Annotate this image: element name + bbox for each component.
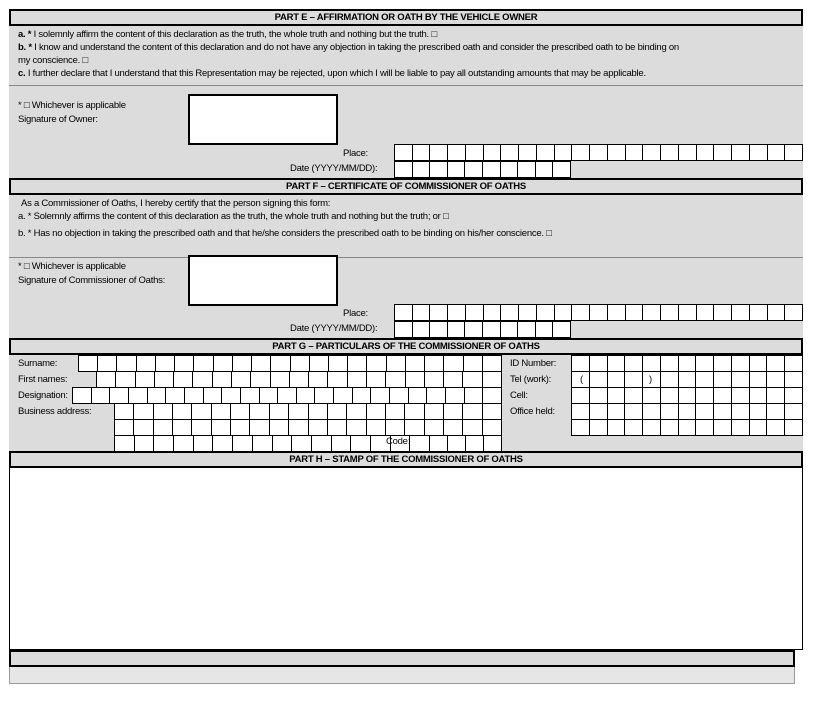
particulars-right-box[interactable] — [642, 355, 661, 372]
particulars-right-box[interactable] — [660, 403, 679, 420]
place-char-box[interactable] — [518, 144, 537, 161]
place-char-box[interactable] — [394, 144, 413, 161]
postal-code-box[interactable] — [429, 435, 448, 452]
particulars-char-box[interactable] — [408, 387, 427, 404]
place-char-box[interactable] — [554, 304, 572, 321]
particulars-right-box[interactable] — [731, 355, 750, 372]
place-char-box[interactable] — [731, 144, 750, 161]
part-e-place-label: Place: — [343, 148, 368, 159]
place-char-box[interactable] — [465, 304, 484, 321]
address-char-box[interactable] — [252, 435, 273, 452]
particulars-right-box[interactable] — [713, 387, 732, 404]
particulars-char-box[interactable] — [405, 355, 425, 372]
code-label: Code: — [386, 436, 411, 447]
particulars-char-box[interactable] — [250, 371, 271, 388]
date-char-box[interactable] — [464, 321, 483, 338]
address-char-box[interactable] — [230, 419, 250, 436]
place-char-box[interactable] — [447, 144, 466, 161]
part-f-place-field[interactable] — [394, 304, 803, 321]
particulars-char-box[interactable] — [97, 355, 117, 372]
particulars-char-box[interactable] — [230, 403, 250, 420]
particulars-char-box[interactable] — [386, 355, 406, 372]
address-char-box[interactable] — [291, 435, 312, 452]
address-char-box[interactable] — [269, 419, 289, 436]
particulars-right-box[interactable] — [766, 355, 785, 372]
particulars-char-box[interactable] — [135, 371, 155, 388]
designation-label: Designation: — [18, 390, 68, 401]
particulars-char-box[interactable] — [165, 387, 185, 404]
place-char-box[interactable] — [429, 304, 448, 321]
particulars-right-box[interactable] — [695, 387, 714, 404]
place-char-box[interactable] — [465, 144, 484, 161]
date-char-box[interactable] — [412, 321, 430, 338]
particulars-right-box[interactable] — [784, 403, 803, 420]
particulars-char-box[interactable] — [443, 355, 464, 372]
date-char-box[interactable] — [429, 321, 448, 338]
particulars-right-box[interactable] — [713, 355, 732, 372]
address-char-box[interactable] — [172, 419, 192, 436]
particulars-char-box[interactable] — [231, 371, 251, 388]
particulars-char-box[interactable] — [424, 403, 444, 420]
postal-code-box[interactable] — [465, 435, 484, 452]
place-char-box[interactable] — [660, 144, 679, 161]
particulars-char-box[interactable] — [172, 403, 192, 420]
particulars-char-box[interactable] — [109, 387, 129, 404]
particulars-char-box[interactable] — [240, 387, 260, 404]
place-char-box[interactable] — [767, 304, 785, 321]
particulars-right-box[interactable] — [695, 403, 714, 420]
business-address-label: Business address: — [18, 406, 92, 417]
place-char-box[interactable] — [447, 304, 466, 321]
address-char-box[interactable] — [272, 435, 292, 452]
place-char-box[interactable] — [784, 144, 803, 161]
particulars-right-box[interactable] — [607, 419, 625, 436]
particulars-right-box[interactable] — [713, 403, 732, 420]
place-char-box[interactable] — [571, 304, 590, 321]
particulars-right-box[interactable] — [784, 355, 803, 372]
particulars-right-box[interactable] — [589, 419, 608, 436]
part-g-header — [9, 338, 803, 355]
address-char-box[interactable] — [211, 419, 231, 436]
particulars-char-box[interactable] — [366, 355, 387, 372]
part-f-statement-a: a. * Solemnly affirms the content of this declaration as the truth, the whole truth and nothing but the truth; or □ — [18, 211, 449, 222]
date-char-box[interactable] — [394, 321, 413, 338]
part-g-title: PART G – PARTICULARS OF THE COMMISSIONER OF OATHS — [272, 341, 540, 352]
particulars-right-box[interactable] — [695, 419, 714, 436]
particulars-char-box[interactable] — [445, 387, 465, 404]
particulars-right-box[interactable] — [589, 387, 608, 404]
particulars-char-box[interactable] — [308, 371, 328, 388]
place-char-box[interactable] — [660, 304, 679, 321]
particulars-right-box[interactable] — [589, 403, 608, 420]
place-char-box[interactable] — [412, 144, 430, 161]
particulars-char-box[interactable] — [184, 387, 204, 404]
particulars-right-box[interactable] — [695, 371, 714, 388]
particulars-right-box[interactable] — [624, 355, 643, 372]
particulars-char-box[interactable] — [462, 371, 483, 388]
particulars-right-box[interactable] — [607, 403, 625, 420]
particulars-right-box[interactable] — [571, 387, 590, 404]
particulars-right-box[interactable] — [731, 371, 750, 388]
particulars-right-box[interactable] — [766, 419, 785, 436]
particulars-right-box[interactable] — [571, 419, 590, 436]
particulars-right-box[interactable] — [607, 387, 625, 404]
particulars-right-box[interactable] — [695, 355, 714, 372]
particulars-right-box[interactable] — [784, 387, 803, 404]
particulars-char-box[interactable] — [290, 355, 310, 372]
particulars-char-box[interactable] — [482, 371, 502, 388]
tel-open-paren: ( — [580, 374, 583, 385]
place-char-box[interactable] — [536, 144, 555, 161]
place-char-box[interactable] — [607, 144, 626, 161]
particulars-char-box[interactable] — [443, 403, 463, 420]
part-e-place-field[interactable] — [394, 144, 803, 161]
stamp-area[interactable] — [9, 468, 803, 650]
part-f-intro: As a Commissioner of Oaths, I hereby certify that the person signing this form: — [21, 198, 331, 209]
place-char-box[interactable] — [412, 304, 430, 321]
particulars-right-box[interactable] — [749, 355, 767, 372]
place-char-box[interactable] — [500, 144, 519, 161]
part-e-date-label: Date (YYYY/MM/DD): — [290, 163, 378, 174]
owner-signature-box[interactable] — [188, 94, 338, 145]
place-char-box[interactable] — [713, 144, 732, 161]
surname-label: Surname: — [18, 358, 58, 369]
address-char-box[interactable] — [443, 419, 463, 436]
particulars-char-box[interactable] — [91, 387, 110, 404]
particulars-right-box[interactable] — [660, 387, 679, 404]
particulars-right-box[interactable] — [624, 371, 643, 388]
place-char-box[interactable] — [589, 144, 608, 161]
particulars-right-box[interactable] — [624, 403, 643, 420]
part-f-place-label: Place: — [343, 308, 368, 319]
particulars-char-box[interactable] — [289, 371, 309, 388]
place-char-box[interactable] — [731, 304, 750, 321]
particulars-char-box[interactable] — [366, 403, 386, 420]
particulars-right-box[interactable] — [624, 419, 643, 436]
particulars-char-box[interactable] — [154, 371, 174, 388]
commissioner-signature-box[interactable] — [188, 255, 338, 306]
particulars-right-box[interactable] — [642, 387, 661, 404]
particulars-char-box[interactable] — [153, 403, 173, 420]
particulars-char-box[interactable] — [288, 403, 309, 420]
particulars-char-box[interactable] — [389, 387, 409, 404]
particulars-char-box[interactable] — [115, 371, 136, 388]
part-e-statement-c: c. I further declare that I understand that this Representation may be rejected, upon which I will be liable to pay all outstanding amounts that may be applicable. — [18, 68, 646, 79]
date-char-box[interactable] — [482, 321, 501, 338]
address-char-box[interactable] — [212, 435, 233, 452]
part-f-whichever-note: * □ Whichever is applicable — [18, 261, 126, 272]
place-char-box[interactable] — [696, 144, 714, 161]
particulars-char-box[interactable] — [308, 403, 328, 420]
address-char-box[interactable] — [134, 435, 154, 452]
address-char-box[interactable] — [366, 419, 386, 436]
place-char-box[interactable] — [518, 304, 537, 321]
place-char-box[interactable] — [767, 144, 785, 161]
particulars-char-box[interactable] — [482, 387, 502, 404]
particulars-right-box[interactable] — [571, 355, 590, 372]
particulars-right-box[interactable] — [749, 387, 767, 404]
particulars-char-box[interactable] — [114, 403, 134, 420]
address-char-box[interactable] — [482, 419, 502, 436]
particulars-char-box[interactable] — [424, 371, 444, 388]
particulars-right-box[interactable] — [589, 371, 608, 388]
office-held-label: Office held: — [510, 406, 555, 417]
place-char-box[interactable] — [429, 144, 448, 161]
place-char-box[interactable] — [483, 144, 501, 161]
particulars-char-box[interactable] — [259, 387, 278, 404]
particulars-right-box[interactable] — [678, 387, 696, 404]
particulars-right-box[interactable] — [678, 371, 696, 388]
particulars-char-box[interactable] — [346, 403, 367, 420]
address-char-box[interactable] — [173, 435, 194, 452]
address-char-box[interactable] — [153, 419, 173, 436]
particulars-char-box[interactable] — [333, 387, 353, 404]
particulars-char-box[interactable] — [133, 403, 154, 420]
particulars-char-box[interactable] — [347, 371, 367, 388]
particulars-right-box[interactable] — [660, 419, 679, 436]
date-char-box[interactable] — [500, 321, 518, 338]
particulars-char-box[interactable] — [462, 403, 483, 420]
particulars-char-box[interactable] — [136, 355, 156, 372]
date-char-box[interactable] — [394, 161, 413, 178]
particulars-right-box[interactable] — [607, 355, 625, 372]
particulars-char-box[interactable] — [270, 371, 290, 388]
tel-work-label: Tel (work): — [510, 374, 552, 385]
particulars-char-box[interactable] — [309, 355, 329, 372]
date-char-box[interactable] — [500, 161, 518, 178]
address-char-box[interactable] — [331, 435, 351, 452]
postal-code-box[interactable] — [483, 435, 502, 452]
place-char-box[interactable] — [500, 304, 519, 321]
date-char-box[interactable] — [517, 161, 536, 178]
part-f-b-checkbox[interactable]: □ — [546, 228, 552, 239]
particulars-char-box[interactable] — [327, 403, 347, 420]
place-char-box[interactable] — [749, 144, 768, 161]
particulars-char-box[interactable] — [443, 371, 463, 388]
particulars-char-box[interactable] — [385, 403, 405, 420]
particulars-right-box[interactable] — [713, 371, 732, 388]
particulars-char-box[interactable] — [221, 387, 241, 404]
particulars-right-box[interactable] — [642, 419, 661, 436]
part-e-statement-b-cont: my conscience. □ — [18, 55, 88, 66]
part-e-title: PART E – AFFIRMATION OR OATH BY THE VEHICLE OWNER — [274, 12, 538, 23]
part-f-signature-label: Signature of Commissioner of Oaths: — [18, 275, 166, 286]
place-char-box[interactable] — [625, 144, 643, 161]
date-char-box[interactable] — [447, 321, 465, 338]
date-char-box[interactable] — [412, 161, 430, 178]
particulars-char-box[interactable] — [463, 355, 483, 372]
particulars-right-box[interactable] — [731, 419, 750, 436]
particulars-right-box[interactable] — [784, 419, 803, 436]
particulars-char-box[interactable] — [482, 403, 502, 420]
particulars-char-box[interactable] — [269, 403, 289, 420]
part-e-whichever-note: * □ Whichever is applicable — [18, 100, 126, 111]
particulars-char-box[interactable] — [212, 371, 232, 388]
particulars-right-box[interactable] — [713, 419, 732, 436]
particulars-right-box[interactable] — [784, 371, 803, 388]
particulars-char-box[interactable] — [193, 355, 214, 372]
particulars-char-box[interactable] — [426, 387, 446, 404]
place-char-box[interactable] — [607, 304, 626, 321]
part-f-header — [9, 178, 803, 195]
particulars-char-box[interactable] — [270, 355, 291, 372]
address-char-box[interactable] — [409, 435, 430, 452]
particulars-char-box[interactable] — [366, 371, 386, 388]
address-char-box[interactable] — [424, 419, 444, 436]
particulars-right-box[interactable] — [731, 387, 750, 404]
address-char-box[interactable] — [308, 419, 328, 436]
particulars-right-box[interactable] — [660, 371, 679, 388]
footer-strip — [9, 667, 795, 684]
address-char-box[interactable] — [346, 419, 367, 436]
particulars-char-box[interactable] — [211, 403, 231, 420]
id-number-label: ID Number: — [510, 358, 557, 369]
particulars-char-box[interactable] — [464, 387, 483, 404]
place-char-box[interactable] — [554, 144, 572, 161]
particulars-char-box[interactable] — [370, 387, 390, 404]
address-char-box[interactable] — [114, 419, 134, 436]
particulars-char-box[interactable] — [174, 355, 194, 372]
particulars-char-box[interactable] — [78, 355, 98, 372]
place-char-box[interactable] — [536, 304, 555, 321]
part-e-statement-a: a. * I solemnly affirm the content of this declaration as the truth, the whole truth and nothing but the truth. □ — [18, 29, 437, 40]
particulars-right-box[interactable] — [589, 355, 608, 372]
date-char-box[interactable] — [464, 161, 483, 178]
particulars-char-box[interactable] — [296, 387, 315, 404]
particulars-right-box[interactable] — [749, 419, 767, 436]
particulars-char-box[interactable] — [405, 371, 425, 388]
date-char-box[interactable] — [552, 321, 571, 338]
particulars-char-box[interactable] — [72, 387, 92, 404]
particulars-right-box[interactable] — [678, 419, 696, 436]
particulars-right-box[interactable] — [678, 403, 696, 420]
particulars-char-box[interactable] — [327, 371, 348, 388]
address-char-box[interactable] — [191, 419, 212, 436]
particulars-right-box[interactable] — [660, 355, 679, 372]
date-char-box[interactable] — [552, 161, 571, 178]
particulars-right-box[interactable] — [624, 387, 643, 404]
cell-label: Cell: — [510, 390, 528, 401]
particulars-right-box[interactable] — [678, 355, 696, 372]
part-f-date-label: Date (YYYY/MM/DD): — [290, 323, 378, 334]
postal-code-box[interactable] — [447, 435, 466, 452]
particulars-right-box[interactable] — [749, 371, 767, 388]
part-f-a-checkbox[interactable]: □ — [442, 211, 449, 222]
particulars-char-box[interactable] — [96, 371, 116, 388]
particulars-char-box[interactable] — [203, 387, 222, 404]
place-char-box[interactable] — [589, 304, 608, 321]
place-char-box[interactable] — [625, 304, 643, 321]
particulars-right-box[interactable] — [607, 371, 625, 388]
part-e-date-field[interactable] — [394, 161, 571, 178]
particulars-char-box[interactable] — [404, 403, 425, 420]
place-char-box[interactable] — [571, 144, 590, 161]
address-char-box[interactable] — [350, 435, 371, 452]
place-char-box[interactable] — [678, 144, 697, 161]
address-char-box[interactable] — [249, 419, 270, 436]
date-char-box[interactable] — [517, 321, 536, 338]
particulars-char-box[interactable] — [385, 371, 406, 388]
part-e-a-checkbox[interactable]: □ — [431, 29, 437, 40]
particulars-right-box[interactable] — [642, 403, 661, 420]
date-char-box[interactable] — [447, 161, 465, 178]
particulars-char-box[interactable] — [328, 355, 348, 372]
address-char-box[interactable] — [114, 435, 135, 452]
particulars-char-box[interactable] — [192, 371, 213, 388]
part-e-b-checkbox[interactable]: □ — [82, 55, 88, 66]
part-h-title: PART H – STAMP OF THE COMMISSIONER OF OATHS — [289, 454, 523, 465]
particulars-char-box[interactable] — [128, 387, 148, 404]
place-char-box[interactable] — [642, 144, 661, 161]
part-f-statement-b: b. * Has no objection in taking the prescribed oath and that he/she considers the prescribed oath to be binding on his/her conscience. □ — [18, 228, 552, 239]
address-char-box[interactable] — [462, 419, 483, 436]
address-char-box[interactable] — [153, 435, 174, 452]
date-char-box[interactable] — [535, 161, 553, 178]
place-char-box[interactable] — [394, 304, 413, 321]
place-char-box[interactable] — [483, 304, 501, 321]
particulars-right-box[interactable] — [766, 403, 785, 420]
address-char-box[interactable] — [193, 435, 213, 452]
place-char-box[interactable] — [784, 304, 803, 321]
particulars-right-box[interactable] — [571, 403, 590, 420]
part-h-header — [9, 451, 803, 468]
date-char-box[interactable] — [482, 161, 501, 178]
part-e-header — [9, 9, 803, 26]
particulars-char-box[interactable] — [424, 355, 444, 372]
particulars-right-box[interactable] — [731, 403, 750, 420]
particulars-char-box[interactable] — [249, 403, 270, 420]
particulars-right-box[interactable] — [749, 403, 767, 420]
part-f-date-field[interactable] — [394, 321, 571, 338]
particulars-char-box[interactable] — [173, 371, 193, 388]
particulars-char-box[interactable] — [213, 355, 233, 372]
particulars-char-box[interactable] — [347, 355, 367, 372]
date-char-box[interactable] — [535, 321, 553, 338]
part-f-title: PART F – CERTIFICATE OF COMMISSIONER OF OATHS — [286, 181, 526, 192]
part-e-statement-b: b. * I know and understand the content of this declaration and do not have any objection in taking the prescribed oath and consider the prescribed oath to be binding on — [18, 42, 679, 53]
particulars-char-box[interactable] — [116, 355, 137, 372]
particulars-char-box[interactable] — [314, 387, 334, 404]
place-char-box[interactable] — [749, 304, 768, 321]
place-char-box[interactable] — [642, 304, 661, 321]
address-char-box[interactable] — [133, 419, 154, 436]
date-char-box[interactable] — [429, 161, 448, 178]
address-char-box[interactable] — [288, 419, 309, 436]
first-names-label: First names: — [18, 374, 68, 385]
particulars-right-box[interactable] — [766, 387, 785, 404]
tel-close-paren: ) — [649, 374, 652, 385]
particulars-char-box[interactable] — [147, 387, 166, 404]
particulars-char-box[interactable] — [277, 387, 297, 404]
particulars-char-box[interactable] — [155, 355, 175, 372]
address-char-box[interactable] — [327, 419, 347, 436]
place-char-box[interactable] — [678, 304, 697, 321]
particulars-char-box[interactable] — [482, 355, 502, 372]
address-char-box[interactable] — [311, 435, 332, 452]
particulars-char-box[interactable] — [251, 355, 271, 372]
particulars-char-box[interactable] — [191, 403, 212, 420]
part-e-signature-label: Signature of Owner: — [18, 114, 98, 125]
address-char-box[interactable] — [232, 435, 253, 452]
place-char-box[interactable] — [713, 304, 732, 321]
place-char-box[interactable] — [696, 304, 714, 321]
particulars-right-box[interactable] — [766, 371, 785, 388]
particulars-char-box[interactable] — [232, 355, 252, 372]
particulars-char-box[interactable] — [352, 387, 371, 404]
footer-bar — [9, 650, 795, 667]
